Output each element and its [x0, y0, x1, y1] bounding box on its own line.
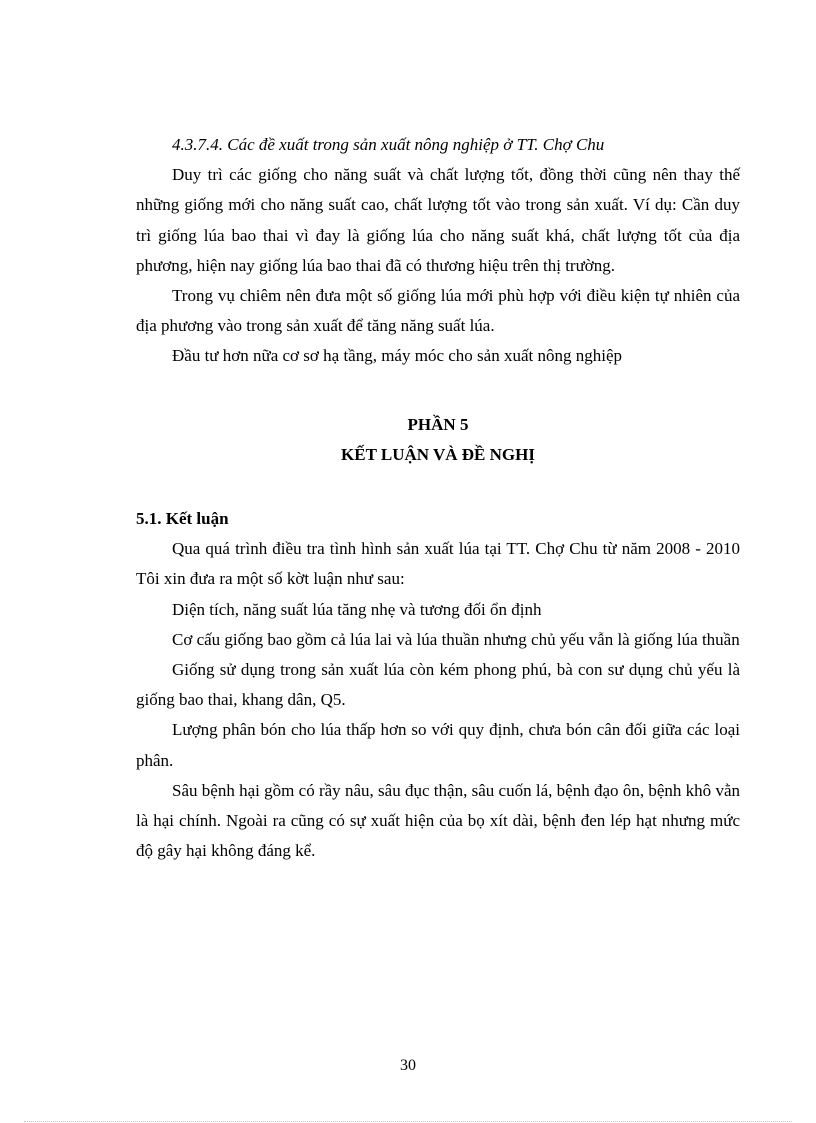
section-heading: 5.1. Kết luận — [136, 509, 229, 529]
paragraph: Giống sử dụng trong sản xuất lúa còn kém phong phú, bà con sư dụng chủ yếu là giống bao thai, khang dân, Q5. — [136, 660, 740, 710]
chapter-title: KẾT LUẬN VÀ ĐỀ NGHỊ — [341, 444, 535, 464]
paragraph: Cơ cấu giống bao gồm cả lúa lai và lúa thuần nhưng chủ yếu vẫn là giống lúa thuần — [172, 629, 740, 649]
chapter-number: PHẦN 5 — [407, 414, 469, 434]
paragraph: Sâu bệnh hại gồm có rầy nâu, sâu đục thận, sâu cuốn lá, bệnh đạo ôn, bệnh khô vằn là hại chính. Ngoài ra cũng có sự xuất hiện của bọ xít dài, bệnh đen lép hạt nhưng mức độ gây hại không đáng kể. — [136, 780, 740, 861]
paragraph: Qua quá trình điều tra tình hình sản xuất lúa tại TT. Chợ Chu từ năm 2008 - 2010 Tôi xin đưa ra một số kờt luận như sau: — [136, 539, 740, 589]
page-bottom-divider — [24, 1121, 792, 1122]
paragraph: Diện tích, năng suất lúa tăng nhẹ và tương đối ổn định — [172, 599, 542, 619]
subsection-heading: 4.3.7.4. Các đề xuất trong sản xuất nông nghiệp ở TT. Chợ Chu — [172, 135, 605, 154]
page-number: 30 — [400, 1057, 416, 1074]
paragraph: Trong vụ chiêm nên đưa một số giống lúa mới phù hợp với điều kiện tự nhiên của địa phương vào trong sản xuất để tăng năng suất lúa. — [136, 286, 740, 336]
page-body — [136, 130, 740, 866]
paragraph: Lượng phân bón cho lúa thấp hơn so với quy định, chưa bón cân đối giữa các loại phân. — [136, 720, 740, 770]
paragraph: Duy trì các giống cho năng suất và chất lượng tốt, đồng thời cũng nên thay thế những giống mới cho năng suất cao, chất lượng tốt vào trong sản xuất. Ví dụ: Cần duy trì giống lúa bao thai vì đay là giống lúa cho năng suất khá, chất lượng tốt của địa phương, hiện nay giống lúa bao thai đã có thương hiệu trên thị trường. — [136, 165, 740, 275]
paragraph: Đầu tư hơn nữa cơ sơ hạ tầng, máy móc cho sản xuất nông nghiệp — [172, 346, 622, 366]
